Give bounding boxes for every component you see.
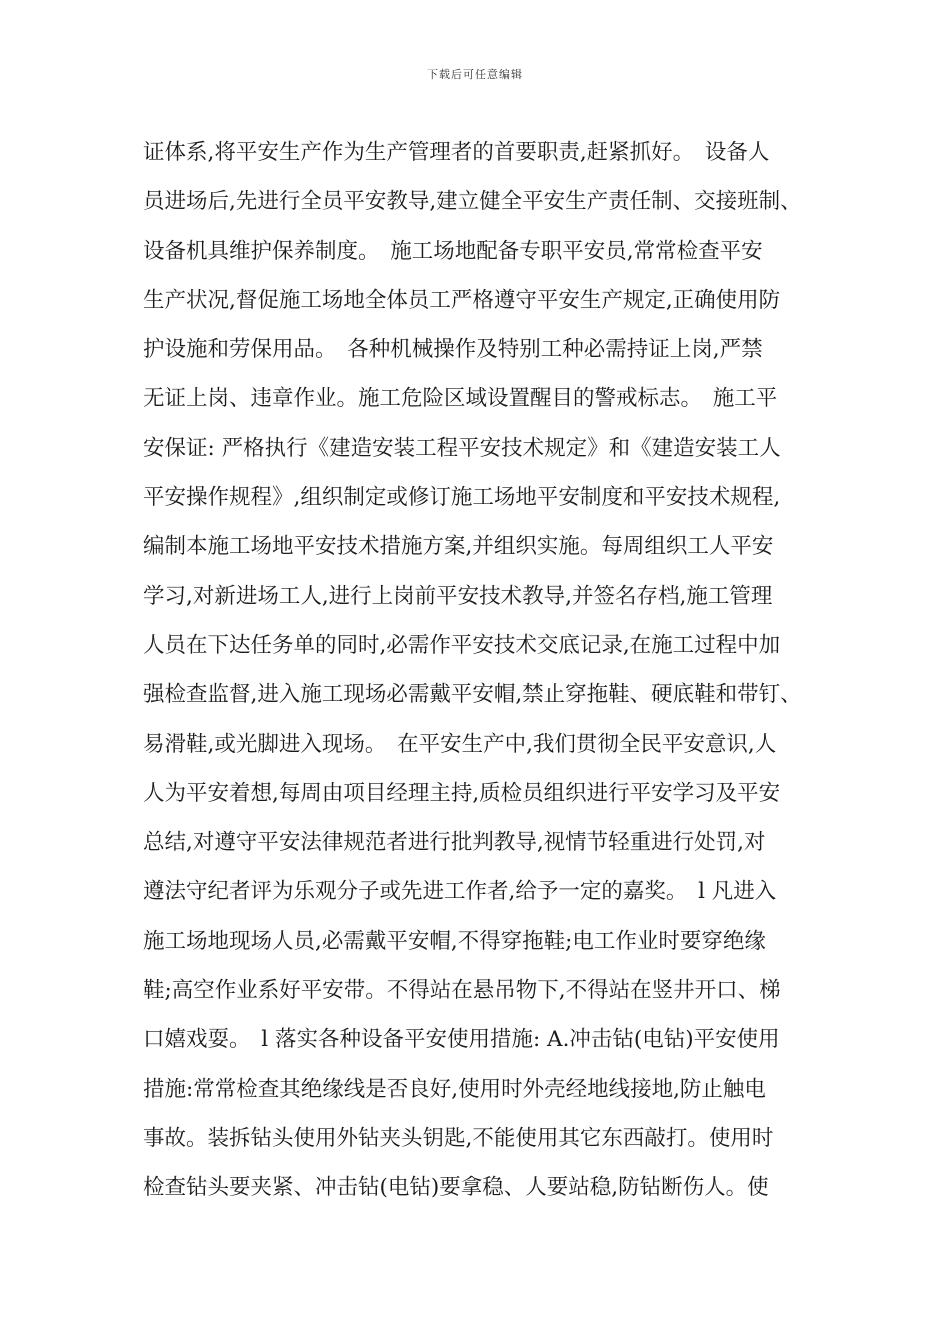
page-header: 下载后可任意编辑: [427, 68, 523, 81]
text-line: 无证上岗、违章作业。施工危险区域设置醒目的警戒标志。 施工平: [143, 386, 778, 412]
text-line: 员进场后,先进行全员平安教导,建立健全平安生产责任制、交接班制、: [143, 189, 802, 215]
text-line: 生产状况,督促施工场地全体员工严格遵守平安生产规定,正确使用防: [143, 287, 781, 313]
text-line: 安保证: 严格执行《建造安装工程平安技术规定》和《建造安装工人: [143, 435, 781, 461]
text-line: 施工场地现场人员,必需戴平安帽,不得穿拖鞋;电工作业时要穿绝缘: [143, 928, 766, 954]
text-line: 口嬉戏耍。 l 落实各种设备平安使用措施: A.冲击钻(电钻)平安使用: [143, 1027, 780, 1053]
text-line: 鞋;高空作业系好平安带。不得站在悬吊物下,不得站在竖井开口、梯: [143, 978, 781, 1004]
text-line: 事故。装拆钻头使用外钻夹头钥匙,不能使用其它东西敲打。使用时: [143, 1125, 774, 1151]
text-line: 护设施和劳保用品。 各种机械操作及特别工种必需持证上岗,严禁: [143, 337, 763, 363]
text-line: 证体系,将平安生产作为生产管理者的首要职责,赶紧抓好。 设备人: [143, 140, 770, 165]
text-line: 易滑鞋,或光脚进入现场。 在平安生产中,我们贯彻全民平安意识,人: [143, 731, 777, 757]
text-line: 检查钻头要夹紧、冲击钻(电钻)要拿稳、人要站稳,防钻断伤人。使: [143, 1175, 769, 1201]
text-line: 学习,对新进场工人,进行上岗前平安技术教导,并签名存档,施工管理: [143, 583, 773, 609]
text-line: 总结,对遵守平安法律规范者进行批判教导,视情节轻重进行处罚,对: [143, 830, 766, 856]
text-line: 强检查监督,进入施工现场必需戴平安帽,禁止穿拖鞋、硬底鞋和带钉、: [143, 682, 802, 708]
text-line: 人员在下达任务单的同时,必需作平安技术交底记录,在施工过程中加: [143, 632, 781, 658]
text-line: 编制本施工场地平安技术措施方案,并组织实施。每周组织工人平安: [143, 534, 774, 560]
body-text: [143, 128, 823, 1213]
text-line: 措施:常常检查其绝缘线是否良好,使用时外壳经地线接地,防止触电: [143, 1076, 766, 1102]
text-line: 人为平安着想,每周由项目经理主持,质检员组织进行平安学习及平安: [143, 780, 781, 806]
text-line: 平安操作规程》,组织制定或修订施工场地平安制度和平安技术规程,: [143, 485, 781, 511]
text-line: 设备机具维护保养制度。 施工场地配备专职平安员,常常检查平安: [143, 238, 763, 264]
text-line: 遵法守纪者评为乐观分子或先进工作者,给予一定的嘉奖。 l 凡进入: [143, 879, 777, 905]
